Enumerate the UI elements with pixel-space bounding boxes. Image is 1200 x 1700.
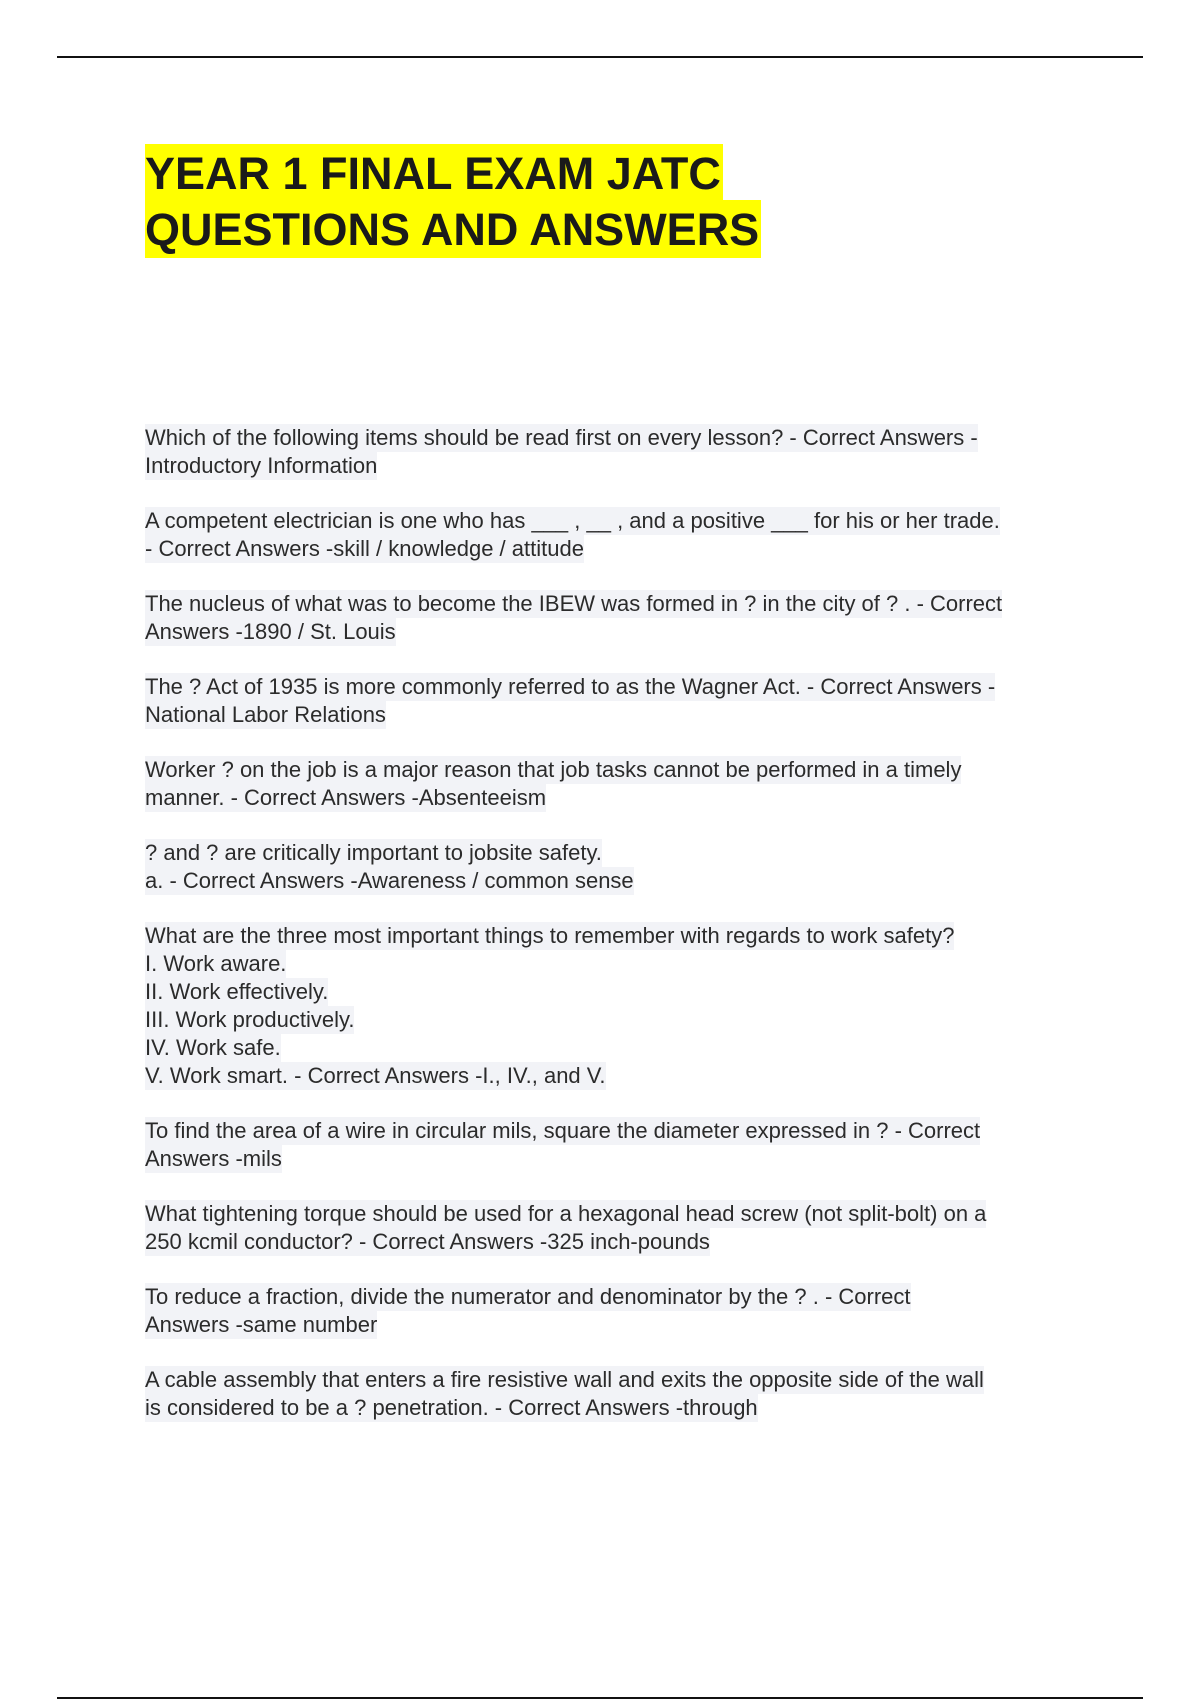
qa-item bbox=[145, 424, 1105, 480]
qa-line-text: II. Work effectively. bbox=[145, 979, 329, 1004]
qa-line-text: A competent electrician is one who has ___ , __ , and a positive ___ for his or her trade. bbox=[145, 508, 1000, 533]
question-answer-list bbox=[145, 424, 1105, 1449]
qa-item bbox=[145, 922, 1105, 1090]
qa-line-text: Introductory Information bbox=[145, 453, 378, 478]
qa-line-text: Answers -mils bbox=[145, 1146, 282, 1171]
qa-line bbox=[145, 507, 1105, 535]
qa-line bbox=[145, 784, 1105, 812]
qa-line-text: Answers -1890 / St. Louis bbox=[145, 619, 396, 644]
qa-line bbox=[145, 867, 1105, 895]
qa-line bbox=[145, 978, 1105, 1006]
qa-item bbox=[145, 1200, 1105, 1256]
qa-line-text: National Labor Relations bbox=[145, 702, 386, 727]
qa-line bbox=[145, 950, 1105, 978]
qa-line bbox=[145, 1394, 1105, 1422]
qa-line bbox=[145, 1006, 1105, 1034]
qa-item bbox=[145, 1283, 1105, 1339]
qa-line bbox=[145, 1311, 1105, 1339]
qa-line-text: What are the three most important things to remember with regards to work safety? bbox=[145, 923, 955, 948]
qa-line bbox=[145, 922, 1105, 950]
qa-line-text: is considered to be a ? penetration. - Correct Answers -through bbox=[145, 1395, 758, 1420]
qa-line bbox=[145, 1145, 1105, 1173]
qa-line-text: a. - Correct Answers -Awareness / common sense bbox=[145, 868, 634, 893]
qa-line-text: IV. Work safe. bbox=[145, 1035, 281, 1060]
qa-item bbox=[145, 839, 1105, 895]
qa-line-text: III. Work productively. bbox=[145, 1007, 355, 1032]
qa-line-text: - Correct Answers -skill / knowledge / attitude bbox=[145, 536, 584, 561]
qa-line-text: Which of the following items should be read first on every lesson? - Correct Answers - bbox=[145, 425, 978, 450]
title-line-1: YEAR 1 FINAL EXAM JATC bbox=[145, 144, 723, 202]
qa-line bbox=[145, 1283, 1105, 1311]
qa-line bbox=[145, 756, 1105, 784]
top-rule bbox=[57, 56, 1143, 58]
qa-line bbox=[145, 590, 1105, 618]
qa-line-text: Worker ? on the job is a major reason that job tasks cannot be performed in a timely bbox=[145, 757, 962, 782]
qa-line-text: A cable assembly that enters a fire resistive wall and exits the opposite side of the wall bbox=[145, 1367, 984, 1392]
qa-line bbox=[145, 1366, 1105, 1394]
qa-line-text: manner. - Correct Answers -Absenteeism bbox=[145, 785, 547, 810]
title-line-2: QUESTIONS AND ANSWERS bbox=[145, 200, 761, 258]
qa-item bbox=[145, 507, 1105, 563]
qa-line bbox=[145, 701, 1105, 729]
qa-line-text: The ? Act of 1935 is more commonly referred to as the Wagner Act. - Correct Answers - bbox=[145, 674, 996, 699]
qa-line-text: V. Work smart. - Correct Answers -I., IV., and V. bbox=[145, 1063, 606, 1088]
qa-line bbox=[145, 673, 1105, 701]
qa-line bbox=[145, 452, 1105, 480]
qa-line bbox=[145, 1117, 1105, 1145]
qa-line-text: Answers -same number bbox=[145, 1312, 378, 1337]
qa-line bbox=[145, 1034, 1105, 1062]
qa-item bbox=[145, 1366, 1105, 1422]
qa-line-text: ? and ? are critically important to jobsite safety. bbox=[145, 840, 602, 865]
qa-line-text: What tightening torque should be used for a hexagonal head screw (not split-bolt) on a bbox=[145, 1201, 987, 1226]
bottom-rule bbox=[57, 1697, 1143, 1699]
qa-item bbox=[145, 673, 1105, 729]
qa-line bbox=[145, 1228, 1105, 1256]
qa-line-text: The nucleus of what was to become the IBEW was formed in ? in the city of ? . - Correct bbox=[145, 591, 1003, 616]
qa-item bbox=[145, 756, 1105, 812]
qa-line bbox=[145, 424, 1105, 452]
qa-line-text: To reduce a fraction, divide the numerator and denominator by the ? . - Correct bbox=[145, 1284, 911, 1309]
qa-line bbox=[145, 618, 1105, 646]
document-title bbox=[145, 144, 1105, 256]
qa-item bbox=[145, 590, 1105, 646]
qa-item bbox=[145, 1117, 1105, 1173]
qa-line-text: 250 kcmil conductor? - Correct Answers -325 inch-pounds bbox=[145, 1229, 710, 1254]
qa-line bbox=[145, 1062, 1105, 1090]
qa-line bbox=[145, 535, 1105, 563]
qa-line bbox=[145, 839, 1105, 867]
qa-line-text: To find the area of a wire in circular mils, square the diameter expressed in ? - Correct bbox=[145, 1118, 981, 1143]
qa-line bbox=[145, 1200, 1105, 1228]
qa-line-text: I. Work aware. bbox=[145, 951, 287, 976]
